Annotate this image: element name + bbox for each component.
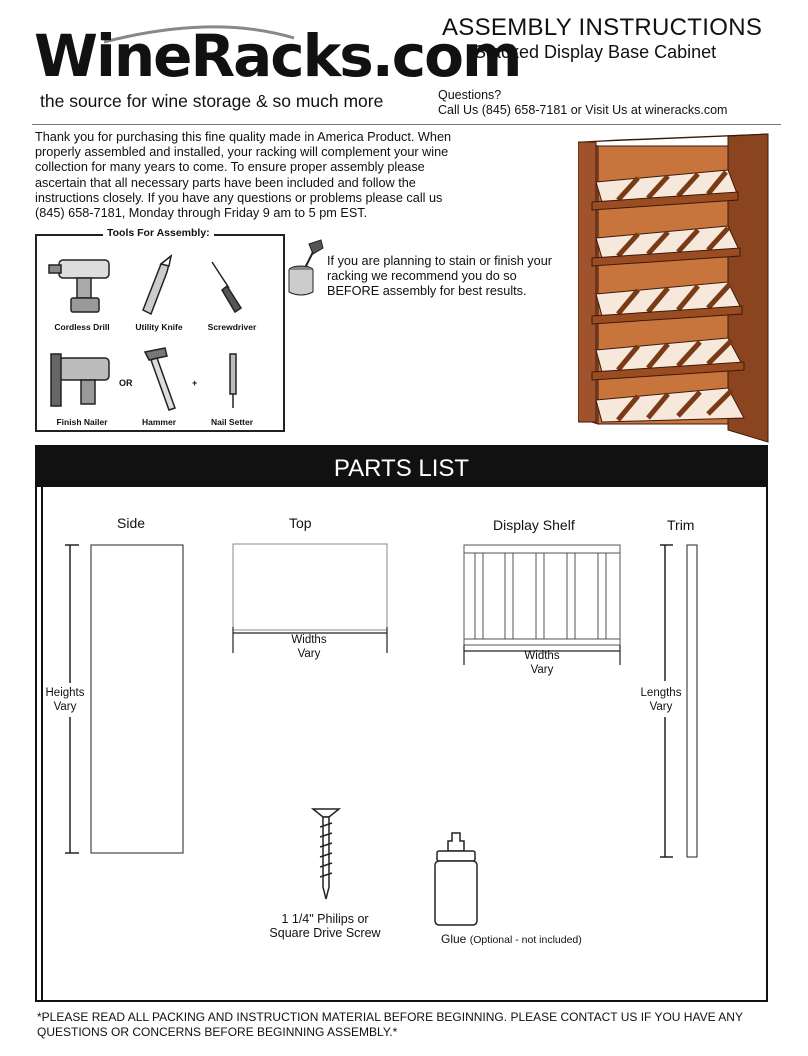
page-subtitle: Stacked Display Base Cabinet xyxy=(474,42,717,62)
utility-knife-icon xyxy=(143,256,171,314)
tool-or-separator: OR xyxy=(119,378,133,388)
drill-icon xyxy=(49,260,109,312)
tool-label: Cordless Drill xyxy=(54,322,110,332)
tool-label: Utility Knife xyxy=(135,322,183,332)
tool-plus-separator: + xyxy=(192,378,198,388)
part-label-trim: Trim xyxy=(667,517,695,533)
screw-label-line2: Square Drive Screw xyxy=(269,926,381,940)
parts-list-header: PARTS LIST xyxy=(37,447,766,487)
glue-optional-note: (Optional - not included) xyxy=(469,934,582,946)
finish-nailer-icon xyxy=(51,354,109,406)
logo-text: WineRacks.com xyxy=(34,22,521,90)
part-label-top: Top xyxy=(289,515,312,531)
tool-label: Finish Nailer xyxy=(56,417,108,427)
top-widths-vary-note: Widths Vary xyxy=(291,634,327,660)
brand-tagline: the source for wine storage & so much more xyxy=(40,91,384,111)
contact-questions: Questions? xyxy=(438,88,502,102)
hammer-icon xyxy=(145,348,175,410)
part-label-display-shelf: Display Shelf xyxy=(493,517,575,533)
shelf-widths-vary-note: Widths Vary xyxy=(524,650,560,676)
parts-list-body xyxy=(41,487,766,1000)
parts-drawings xyxy=(43,487,770,1002)
contact-phone-web[interactable]: Call Us (845) 658-7181 or Visit Us at wineracks.com xyxy=(438,103,728,117)
display-shelf xyxy=(464,545,620,645)
tools-title: Tools For Assembly: xyxy=(103,227,214,239)
screw-label xyxy=(255,912,395,940)
contact-info xyxy=(438,88,727,118)
tools-box xyxy=(35,227,285,432)
tool-label: Hammer xyxy=(141,417,177,427)
screwdriver-icon xyxy=(212,262,241,312)
top-panel xyxy=(233,544,387,630)
page-title: ASSEMBLY INSTRUCTIONS xyxy=(442,14,763,41)
brand-logo xyxy=(34,20,521,92)
wine-rack-cabinet-illustration xyxy=(578,130,774,446)
footer-notice: *PLEASE READ ALL PACKING AND INSTRUCTION MATERIAL BEFORE BEGINNING. PLEASE CONTACT US IF YOU HAVE ANY QUESTIONS OR CONCERNS BEFORE BEGINNING ASSEMBLY.* xyxy=(37,1010,743,1039)
glue-label xyxy=(441,932,661,947)
header-divider xyxy=(32,124,781,125)
tools-illustrations xyxy=(37,236,283,430)
side-panel xyxy=(91,545,183,853)
nail-setter-icon xyxy=(230,354,236,408)
tool-label: Screwdriver xyxy=(207,322,257,332)
tool-label: Nail Setter xyxy=(210,417,254,427)
heights-vary-note: Heights Vary xyxy=(45,687,85,713)
part-label-side: Side xyxy=(117,515,146,531)
glue-label-text: Glue xyxy=(441,932,467,946)
paint-can-icon xyxy=(285,238,327,300)
glue-bottle-icon xyxy=(435,833,477,925)
screw-icon xyxy=(313,809,339,899)
lengths-vary-note: Lengths Vary xyxy=(640,687,682,713)
stain-note: If you are planning to stain or finish your racking we recommend you do so BEFORE assembly for best results. xyxy=(327,254,552,298)
screw-label-line1: 1 1/4" Philips or xyxy=(281,912,369,926)
parts-list-box xyxy=(35,445,768,1002)
intro-paragraph: Thank you for purchasing this fine quality made in America Product. When properly assembled and installed, your racking will complement your wine collection for many years to come. To ensure proper assembly please ascertain that all necessary parts have been included and follow the instructions closely. If you have any questions or problems please call us (845) 658-7181, Monday through Friday 9 am to 5 pm EST. xyxy=(35,130,452,221)
